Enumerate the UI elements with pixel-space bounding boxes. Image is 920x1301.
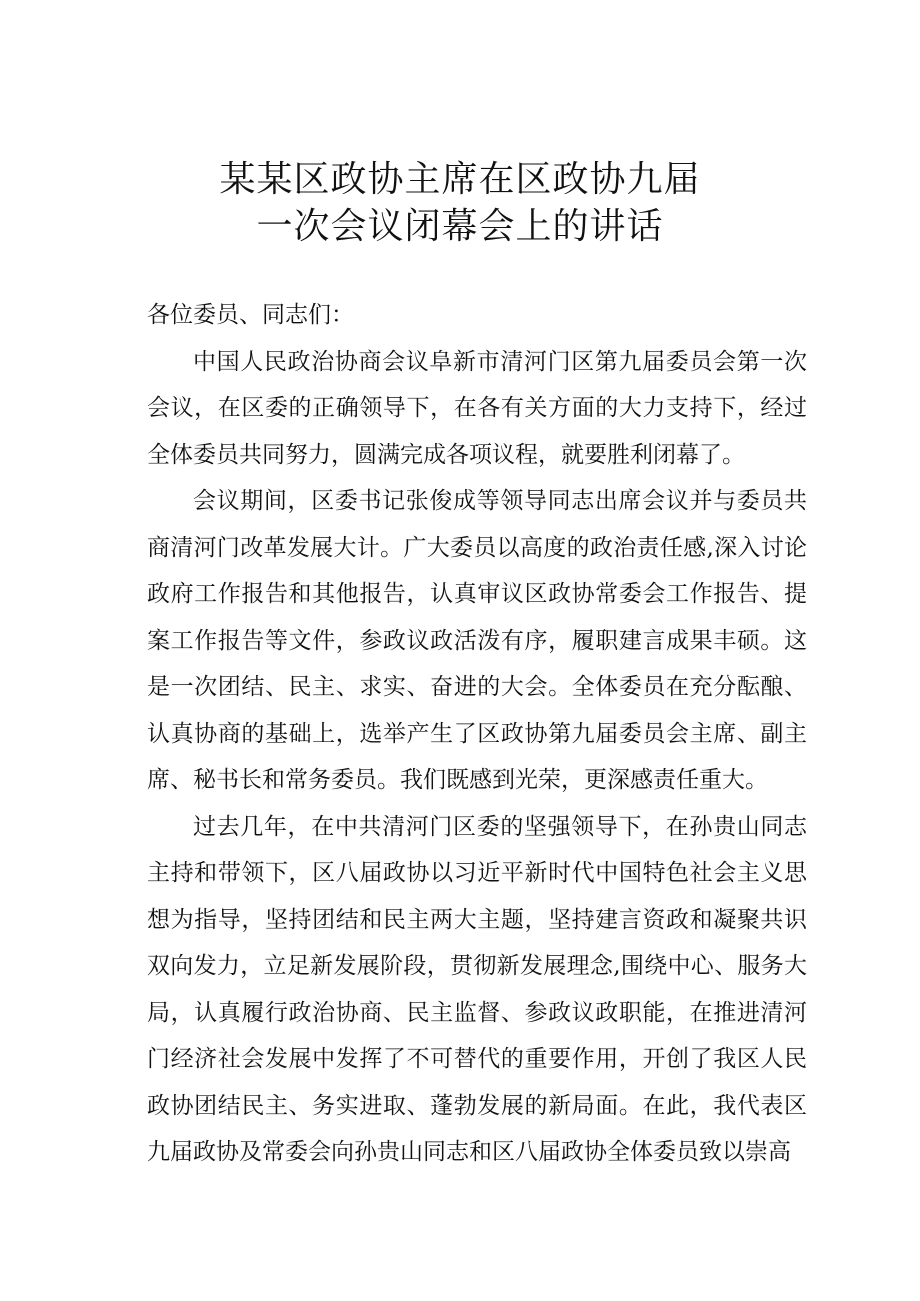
document-title-line-2: 一次会议闭幕会上的讲话: [256, 206, 664, 247]
document-title-line-1: 某某区政协主席在区政协九届: [219, 159, 701, 200]
paragraph-3: 过去几年，在中共清河门区委的坚强领导下，在孙贵山同志主持和带领下，区八届政协以习近平新时代中国特色社会主义思想为指导，坚持团结和民主两大主题，坚持建言资政和凝聚共识双向发力，立足新发展阶段，贯彻新发展理念,围绕中心、服务大局，认真履行政治协商、民主监督、参政议政职能，在推进清河门经济社会发展中发挥了不可替代的重要作用，开创了我区人民政协团结民主、务实进取、蓬勃发展的新局面。在此，我代表区九届政协及常委会向孙贵山同志和区八届政协全体委员致以崇高: [147, 813, 807, 1165]
paragraph-2: 会议期间，区委书记张俊成等领导同志出席会议并与委员共商清河门改革发展大计。广大委员以高度的政治责任感,深入讨论政府工作报告和其他报告，认真审议区政协常委会工作报告、提案工作报告等文件，参政议政活泼有序，履职建言成果丰硕。这是一次团结、民主、求实、奋进的大会。全体委员在充分酝酿、认真协商的基础上，选举产生了区政协第九届委员会主席、副主席、秘书长和常务委员。我们既感到光荣，更深感责任重大。: [147, 488, 807, 793]
salutation: 各位委员、同志们：: [147, 302, 354, 328]
paragraph-1: 中国人民政治协商会议阜新市清河门区第九届委员会第一次会议，在区委的正确领导下，在各有关方面的大力支持下，经过全体委员共同努力，圆满完成各项议程，就要胜利闭幕了。: [147, 348, 807, 468]
document-body: [147, 292, 807, 1176]
